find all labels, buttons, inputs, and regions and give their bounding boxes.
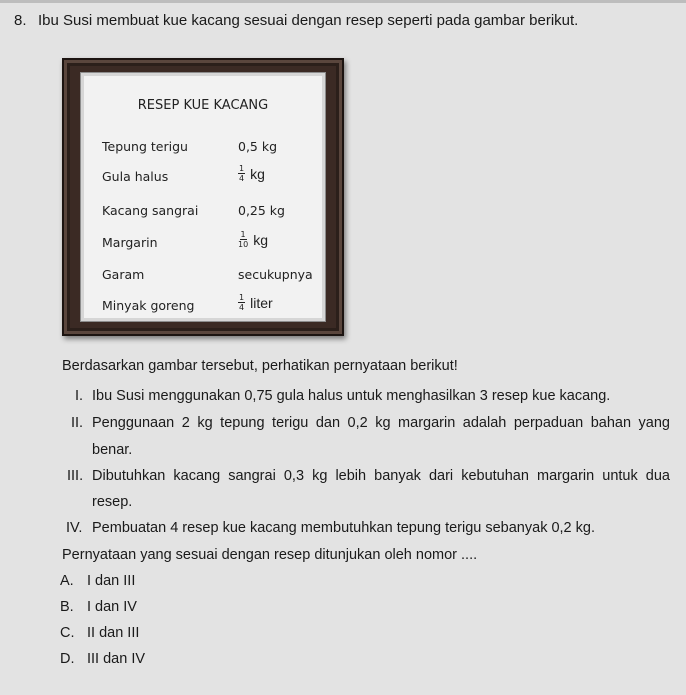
option-letter[interactable]: B.: [60, 599, 74, 615]
ingredient-name: Kacang sangrai: [102, 203, 199, 218]
fraction: [238, 293, 245, 312]
top-border: [0, 0, 686, 3]
question-number: 8.: [14, 12, 27, 29]
fraction-denominator: 10: [238, 240, 249, 249]
question-text: Ibu Susi membuat kue kacang sesuai dengan resep seperti pada gambar berikut.: [38, 12, 579, 29]
option-letter[interactable]: A.: [60, 573, 74, 589]
statement-label: I.: [75, 388, 84, 404]
statement-text: Penggunaan 2 kg tepung terigu dan 0,2 kg margarin adalah perpaduan bahan yang: [92, 415, 670, 431]
option-letter[interactable]: D.: [60, 651, 75, 667]
prompt-text: Pernyataan yang sesuai dengan resep ditunjukan oleh nomor ....: [62, 547, 478, 563]
fraction: [238, 164, 245, 183]
fraction-numerator: 1: [239, 164, 245, 173]
intro-text: Berdasarkan gambar tersebut, perhatikan pernyataan berikut!: [62, 358, 458, 374]
ingredient-amount: [238, 230, 268, 249]
ingredient-amount: 0,5 kg: [238, 139, 278, 154]
statement-text-cont: resep.: [92, 494, 133, 510]
option-text[interactable]: II dan III: [87, 625, 140, 641]
fraction: [238, 230, 248, 249]
ingredient-name: Tepung terigu: [102, 139, 188, 154]
recipe-frame: [62, 58, 344, 336]
statement-label: III.: [67, 468, 84, 484]
fraction-numerator: 1: [240, 230, 246, 239]
ingredient-name: Garam: [102, 267, 145, 282]
statement-text-cont: benar.: [92, 442, 133, 458]
option-text[interactable]: I dan IV: [87, 599, 137, 615]
fraction-numerator: 1: [239, 293, 245, 302]
ingredient-amount: [238, 164, 265, 183]
recipe-card: [80, 72, 326, 322]
ingredient-amount: 0,25 kg: [238, 203, 285, 218]
fraction-denominator: 4: [239, 303, 245, 312]
statement-label: II.: [71, 415, 84, 431]
recipe-title: RESEP KUE KACANG: [137, 98, 269, 113]
statement-text: Pembuatan 4 resep kue kacang membutuhkan tepung terigu sebanyak 0,2 kg.: [92, 520, 595, 536]
statement-text: Dibutuhkan kacang sangrai 0,3 kg lebih banyak dari kebutuhan margarin untuk dua: [92, 468, 670, 484]
statement-label: IV.: [66, 520, 83, 536]
ingredient-name: Minyak goreng: [102, 298, 195, 313]
ingredient-amount: secukupnya: [238, 267, 313, 282]
option-text[interactable]: III dan IV: [87, 651, 146, 667]
unit: liter: [250, 294, 273, 311]
statement-text: Ibu Susi menggunakan 0,75 gula halus untuk menghasilkan 3 resep kue kacang.: [92, 388, 611, 404]
option-letter[interactable]: C.: [60, 625, 75, 641]
option-text[interactable]: I dan III: [87, 573, 136, 589]
ingredient-name: Gula halus: [102, 169, 169, 184]
unit: kg: [253, 231, 268, 248]
ingredient-amount: [238, 293, 273, 312]
ingredient-name: Margarin: [102, 235, 158, 250]
fraction-denominator: 4: [239, 174, 245, 183]
unit: kg: [250, 165, 265, 182]
